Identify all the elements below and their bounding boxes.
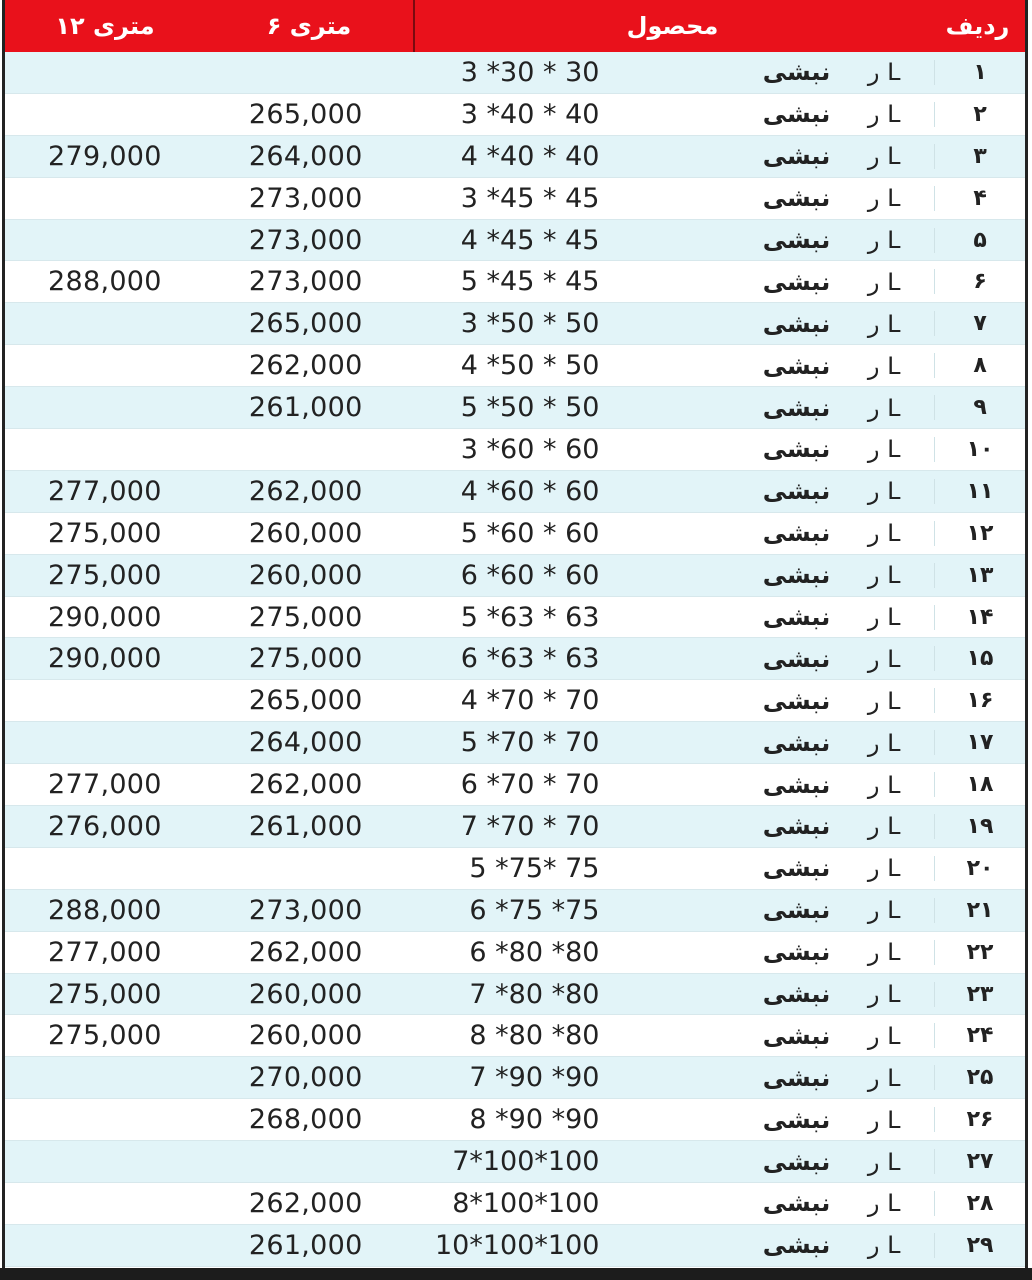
product-name: نبشی (762, 58, 831, 87)
row-number: ۱ (934, 60, 1025, 85)
product-shape: L ر (867, 1021, 901, 1050)
product-name: نبشی (762, 1147, 831, 1176)
product-dimensions: 4 *60 * 60 (460, 475, 600, 507)
product-name: نبشی (762, 100, 831, 129)
product-dimensions: 3 *45 * 45 (460, 182, 600, 214)
table-row (5, 1057, 1025, 1099)
product-dimensions: 6 *70 * 70 (460, 769, 600, 801)
row-number: ۳ (934, 144, 1025, 169)
product-dimensions: 6 *60 * 60 (460, 559, 600, 591)
product-dimensions: 7 *90 *90 (469, 1062, 600, 1094)
price-6m: 273,000 (248, 182, 363, 214)
product-name: نبشی (762, 1189, 831, 1218)
product-name: نبشی (762, 644, 831, 673)
product-shape: L ر (867, 1147, 901, 1176)
header-row-number: ردیف (945, 12, 1010, 40)
product-name: نبشی (762, 1063, 831, 1092)
product-name: نبشی (762, 1105, 831, 1134)
product-dimensions: 4 *45 * 45 (460, 224, 600, 256)
row-number: ۲۶ (934, 1107, 1025, 1132)
row-number: ۵ (934, 228, 1025, 253)
price-6m: 262,000 (248, 936, 363, 968)
price-6m: 262,000 (248, 769, 363, 801)
price-6m: 264,000 (248, 727, 363, 759)
product-dimensions: 6 *75 *75 (469, 894, 600, 926)
table-header (5, 0, 1025, 52)
table-row (5, 680, 1025, 722)
row-number: ۷ (934, 311, 1025, 336)
product-dimensions: 6 *63 * 63 (460, 643, 600, 675)
row-number: ۲۵ (934, 1065, 1025, 1090)
price-12m: 290,000 (48, 643, 162, 675)
product-dimensions: 5 *60 * 60 (460, 517, 600, 549)
product-shape: L ر (867, 938, 901, 967)
product-dimensions: 3 *30 * 30 (460, 56, 600, 88)
price-12m: 276,000 (48, 810, 162, 842)
price-12m: 277,000 (48, 936, 162, 968)
product-shape: L ر (867, 980, 901, 1009)
table-row (5, 261, 1025, 303)
product-name: نبشی (762, 184, 831, 213)
price-6m: 261,000 (248, 1229, 363, 1261)
product-shape: L ر (867, 644, 901, 673)
row-number: ۱۰ (934, 437, 1025, 462)
row-number: ۱۹ (934, 814, 1025, 839)
product-name: نبشی (762, 980, 831, 1009)
price-12m: 290,000 (48, 601, 162, 633)
table-row (5, 52, 1025, 94)
price-12m: 279,000 (48, 140, 162, 172)
product-dimensions: 4 *70 * 70 (460, 685, 600, 717)
price-6m: 262,000 (248, 350, 363, 382)
product-shape: L ر (867, 477, 901, 506)
product-dimensions: 7*100*100 (452, 1146, 600, 1178)
product-name: نبشی (762, 309, 831, 338)
product-name: نبشی (762, 728, 831, 757)
table-row (5, 94, 1025, 136)
price-12m: 275,000 (48, 559, 162, 591)
row-number: ۱۷ (934, 730, 1025, 755)
price-6m: 275,000 (248, 601, 363, 633)
product-shape: L ر (867, 519, 901, 548)
price-6m: 261,000 (248, 392, 363, 424)
price-6m: 262,000 (248, 1187, 363, 1219)
price-12m: 275,000 (48, 517, 162, 549)
product-name: نبشی (762, 477, 831, 506)
price-12m: 275,000 (48, 978, 162, 1010)
product-shape: L ر (867, 435, 901, 464)
price-12m: 277,000 (48, 769, 162, 801)
product-name: نبشی (762, 226, 831, 254)
table-row (5, 1015, 1025, 1057)
row-number: ۱۴ (934, 605, 1025, 630)
product-name: نبشی (762, 770, 831, 799)
product-dimensions: 4 *40 * 40 (460, 140, 600, 172)
table-row (5, 345, 1025, 387)
row-number: ۲۲ (934, 940, 1025, 965)
product-shape: L ر (867, 226, 901, 254)
product-dimensions: 5 *63 * 63 (460, 601, 600, 633)
price-6m: 265,000 (248, 98, 363, 130)
product-name: نبشی (762, 812, 831, 841)
price-6m: 273,000 (248, 224, 363, 256)
price-6m: 270,000 (248, 1062, 363, 1094)
product-name: نبشی (762, 351, 831, 380)
product-dimensions: 7 *70 * 70 (460, 810, 600, 842)
row-number: ۲۳ (934, 982, 1025, 1007)
product-shape: L ر (867, 142, 901, 171)
bottom-border (0, 1268, 1032, 1280)
product-shape: L ر (867, 1189, 901, 1218)
price-6m: 260,000 (248, 1020, 363, 1052)
table-row (5, 303, 1025, 345)
product-name: نبشی (762, 854, 831, 883)
product-dimensions: 8 *90 *90 (469, 1104, 600, 1136)
price-6m: 260,000 (248, 517, 363, 549)
table-row (5, 722, 1025, 764)
price-6m: 273,000 (248, 266, 363, 298)
product-shape: L ر (867, 603, 901, 632)
product-name: نبشی (762, 938, 831, 967)
row-number: ۲۸ (934, 1191, 1025, 1216)
product-dimensions: 5 *75* 75 (469, 852, 600, 884)
product-name: نبشی (762, 267, 831, 296)
table-row (5, 1141, 1025, 1183)
product-dimensions: 8 *80 *80 (469, 1020, 600, 1052)
product-name: نبشی (762, 435, 831, 464)
table-row (5, 136, 1025, 178)
product-name: نبشی (762, 142, 831, 171)
table-row (5, 1099, 1025, 1141)
table-row (5, 974, 1025, 1016)
product-name: نبشی (762, 603, 831, 632)
product-dimensions: 7 *80 *80 (469, 978, 600, 1010)
price-12m: 275,000 (48, 1020, 162, 1052)
price-6m: 261,000 (248, 810, 363, 842)
row-number: ۸ (934, 353, 1025, 378)
product-shape: L ر (867, 1105, 901, 1134)
product-shape: L ر (867, 58, 901, 87)
table-row (5, 638, 1025, 680)
table-row (5, 429, 1025, 471)
product-shape: L ر (867, 561, 901, 590)
header-12m: ۱۲ متری (55, 12, 155, 40)
row-number: ۱۶ (934, 688, 1025, 713)
row-number: ۲ (934, 102, 1025, 127)
price-6m: 265,000 (248, 685, 363, 717)
table-row (5, 555, 1025, 597)
product-shape: L ر (867, 351, 901, 380)
row-number: ۱۵ (934, 646, 1025, 671)
product-shape: L ر (867, 728, 901, 757)
price-6m: 260,000 (248, 559, 363, 591)
product-dimensions: 10*100*100 (435, 1229, 600, 1261)
table-row (5, 764, 1025, 806)
product-shape: L ر (867, 1231, 901, 1260)
price-12m: 277,000 (48, 475, 162, 507)
table-row (5, 890, 1025, 932)
product-shape: L ر (867, 184, 901, 213)
table-row (5, 471, 1025, 513)
table-row (5, 178, 1025, 220)
table-row (5, 513, 1025, 555)
row-number: ۲۹ (934, 1233, 1025, 1258)
row-number: ۱۱ (934, 479, 1025, 504)
product-shape: L ر (867, 812, 901, 841)
row-number: ۲۷ (934, 1149, 1025, 1174)
row-number: ۱۲ (934, 521, 1025, 546)
row-number: ۱۳ (934, 563, 1025, 588)
product-shape: L ر (867, 267, 901, 296)
product-shape: L ر (867, 393, 901, 422)
table-row (5, 932, 1025, 974)
product-dimensions: 3 *60 * 60 (460, 433, 600, 465)
table-row (5, 1183, 1025, 1225)
product-name: نبشی (762, 1231, 831, 1260)
row-number: ۴ (934, 186, 1025, 211)
price-12m: 288,000 (48, 894, 162, 926)
price-6m: 273,000 (248, 894, 363, 926)
product-dimensions: 5 *70 * 70 (460, 727, 600, 759)
table-row (5, 848, 1025, 890)
product-dimensions: 5 *45 * 45 (460, 266, 600, 298)
product-shape: L ر (867, 309, 901, 338)
price-12m: 288,000 (48, 266, 162, 298)
product-shape: L ر (867, 686, 901, 715)
row-number: ۲۴ (934, 1023, 1025, 1048)
product-shape: L ر (867, 1063, 901, 1092)
price-6m: 260,000 (248, 978, 363, 1010)
price-6m: 264,000 (248, 140, 363, 172)
product-name: نبشی (762, 519, 831, 548)
product-dimensions: 4 *50 * 50 (460, 350, 600, 382)
product-dimensions: 5 *50 * 50 (460, 392, 600, 424)
table-row (5, 387, 1025, 429)
product-shape: L ر (867, 896, 901, 925)
product-name: نبشی (762, 686, 831, 715)
row-number: ۱۸ (934, 772, 1025, 797)
product-shape: L ر (867, 770, 901, 799)
product-dimensions: 8*100*100 (452, 1187, 600, 1219)
product-name: نبشی (762, 393, 831, 422)
table-row (5, 806, 1025, 848)
table-row (5, 597, 1025, 639)
row-number: ۲۱ (934, 898, 1025, 923)
product-dimensions: 6 *80 *80 (469, 936, 600, 968)
price-6m: 262,000 (248, 475, 363, 507)
product-dimensions: 3 *50 * 50 (460, 308, 600, 340)
header-6m: ۶ متری (205, 0, 415, 52)
table-row (5, 1225, 1025, 1267)
product-name: نبشی (762, 1021, 831, 1050)
price-6m: 275,000 (248, 643, 363, 675)
header-product: محصول (626, 12, 719, 40)
product-name: نبشی (762, 896, 831, 925)
row-number: ۶ (934, 269, 1025, 294)
table-row (5, 220, 1025, 262)
price-6m: 265,000 (248, 308, 363, 340)
product-dimensions: 3 *40 * 40 (460, 98, 600, 130)
price-table-body (5, 52, 1025, 1267)
row-number: ۹ (934, 395, 1025, 420)
product-shape: L ر (867, 100, 901, 129)
row-number: ۲۰ (934, 856, 1025, 881)
product-name: نبشی (762, 561, 831, 590)
product-shape: L ر (867, 854, 901, 883)
price-6m: 268,000 (248, 1104, 363, 1136)
